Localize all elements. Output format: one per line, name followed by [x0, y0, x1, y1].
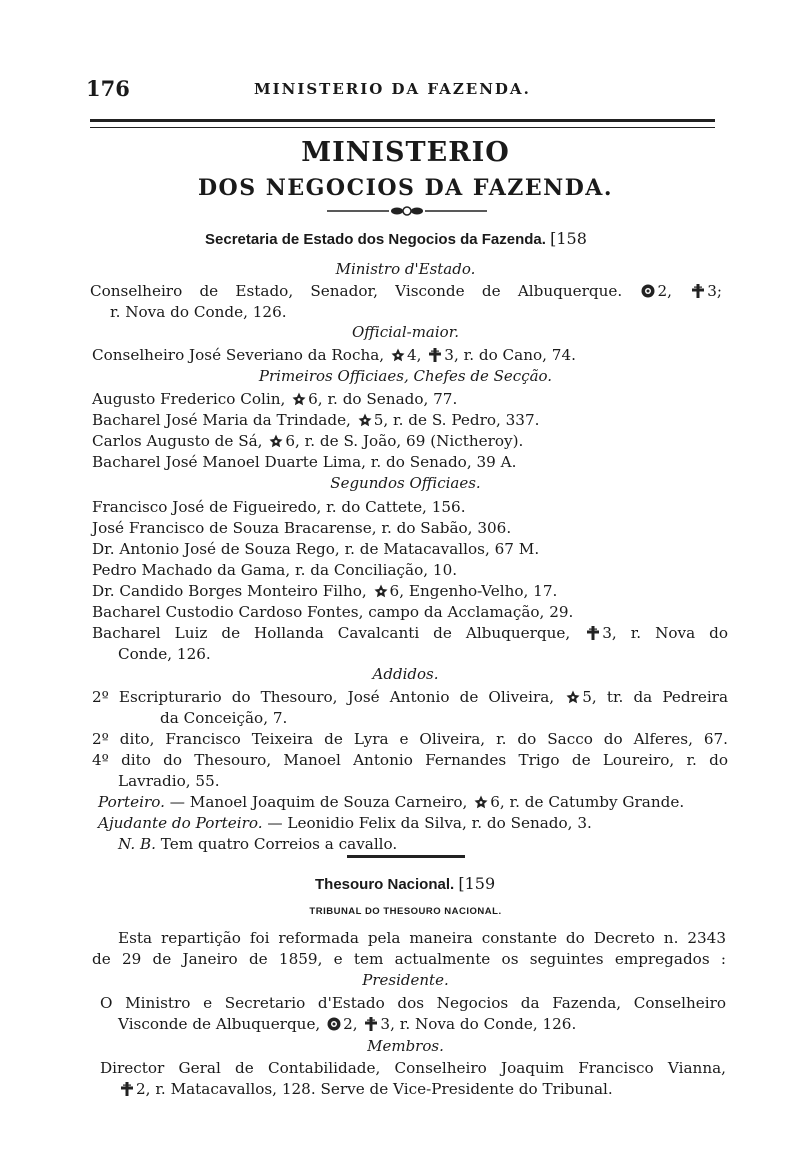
sub-heading: DOS NEGOCIOS DA FAZENDA.	[197, 175, 614, 201]
paragraph-intro-cont: de 29 de Janeiro de 1859, e tem actualmente os seguintes empregados :	[92, 950, 726, 968]
entry-label: Ajudante do Porteiro.	[98, 814, 263, 832]
entry-addido	[92, 687, 728, 707]
entry-ministro-cont: r. Nova do Conde, 126.	[110, 303, 287, 321]
entry-membro: Director Geral de Contabilidade, Conselheiro Joaquim Francisco Vianna,	[100, 1059, 726, 1077]
entry-segundo: José Francisco de Souza Bracarense, r. do Sabão, 306.	[92, 519, 512, 537]
entry-text: 2º Escripturario do Thesouro, José Antonio de Oliveira,	[92, 688, 555, 706]
entry-primeiro	[92, 431, 728, 451]
cross-order-icon	[363, 1016, 379, 1032]
entry-text: 2,	[343, 1015, 358, 1033]
entry-nota	[118, 834, 754, 854]
entry-text: 3;	[707, 282, 723, 300]
entry-text: 3, r. do Cano, 74.	[444, 346, 576, 364]
entry-segundo: Pedro Machado da Gama, r. da Conciliação, 10.	[92, 561, 458, 579]
entry-text: — Manoel Joaquim de Souza Carneiro,	[169, 793, 468, 811]
entry-segundo: Francisco José de Figueiredo, r. do Cattete, 156.	[92, 498, 466, 516]
entry-text: 2, r. Matacavallos, 128. Serve de Vice-Presidente do Tribunal.	[136, 1080, 613, 1098]
entry-segundo	[92, 581, 728, 601]
entry-primeiro: Bacharel José Manoel Duarte Lima, r. do Senado, 39 A.	[92, 453, 517, 471]
entry-primeiro	[92, 410, 728, 430]
main-heading: MINISTERIO	[301, 137, 510, 168]
rose-order-icon	[326, 1016, 342, 1032]
entry-text: 5, tr. da Pedreira	[582, 688, 729, 706]
entry-text: 3, r. Nova do	[602, 624, 729, 642]
entry-text: — Leonidio Felix da Silva, r. do Senado, 3.	[267, 814, 592, 832]
cross-order-icon	[690, 283, 706, 299]
entry-ajudante	[98, 813, 734, 833]
header-rule	[90, 119, 715, 128]
star-order-icon	[565, 689, 581, 705]
section-title: Thesouro Nacional.	[315, 876, 455, 893]
entry-text: Bacharel José Maria da Trindade,	[92, 411, 351, 429]
star-order-icon	[357, 412, 373, 428]
entry-addido-cont: Lavradio, 55.	[118, 772, 220, 790]
entry-text: Conselheiro de Estado, Senador, Visconde de Albuquerque.	[90, 282, 623, 300]
entry-text: 6, r. de S. João, 69 (Nictheroy).	[285, 432, 524, 450]
entry-primeiro	[92, 389, 728, 409]
rose-order-icon	[640, 283, 656, 299]
entry-text: Bacharel Luiz de Hollanda Cavalcanti de Albuquerque,	[92, 624, 571, 642]
subhead-primeiros: Primeiros Officiaes, Chefes de Secção.	[258, 367, 553, 385]
star-order-icon	[473, 794, 489, 810]
subhead-official: Official-maior.	[351, 323, 459, 341]
section-rule	[347, 855, 465, 858]
entry-addido: 4º dito do Thesouro, Manoel Antonio Fernandes Trigo de Loureiro, r. do	[92, 751, 728, 769]
entry-addido-cont: da Conceição, 7.	[160, 709, 288, 727]
entry-label: Porteiro.	[98, 793, 165, 811]
entry-text: 2,	[657, 282, 672, 300]
entry-text: 5, r. de S. Pedro, 337.	[373, 411, 540, 429]
entry-presidente: O Ministro e Secretario d'Estado dos Negocios da Fazenda, Conselheiro	[100, 994, 726, 1012]
ornament-divider	[327, 206, 487, 216]
cross-order-icon	[427, 347, 443, 363]
entry-text: 4,	[406, 346, 422, 364]
entry-text: Conselheiro José Severiano da Rocha,	[92, 346, 385, 364]
entry-text: Visconde de Albuquerque,	[118, 1015, 321, 1033]
section-ref: [158	[550, 229, 587, 248]
cross-order-icon	[585, 625, 601, 641]
star-order-icon	[390, 347, 406, 363]
star-order-icon	[373, 583, 389, 599]
entry-official	[92, 345, 728, 365]
entry-porteiro	[98, 792, 734, 812]
cross-order-icon	[119, 1081, 135, 1097]
subhead-presidente: Presidente.	[362, 971, 449, 989]
entry-label: N. B.	[118, 835, 156, 853]
subhead-tribunal: TRIBUNAL DO THESOURO NACIONAL.	[309, 906, 502, 917]
entry-segundo	[92, 623, 728, 643]
entry-text: Carlos Augusto de Sá,	[92, 432, 263, 450]
running-head	[86, 76, 726, 102]
section-thesouro	[315, 874, 495, 893]
subhead-ministro: Ministro d'Estado.	[335, 260, 476, 278]
entry-text: Tem quatro Correios a cavallo.	[160, 835, 398, 853]
entry-addido: 2º dito, Francisco Teixeira de Lyra e Oliveira, r. do Sacco do Alferes, 67.	[92, 730, 728, 748]
entry-text: 3, r. Nova do Conde, 126.	[380, 1015, 577, 1033]
entry-segundo-cont: Conde, 126.	[118, 645, 211, 663]
entry-ministro	[90, 281, 722, 301]
section-title: Secretaria de Estado dos Negocios da Fazenda.	[205, 231, 546, 248]
entry-membro-cont	[118, 1079, 754, 1099]
page-number: 176	[86, 76, 130, 101]
subhead-addidos: Addidos.	[372, 665, 439, 683]
entry-text: Dr. Candido Borges Monteiro Filho,	[92, 582, 367, 600]
entry-text: Augusto Frederico Colin,	[92, 390, 286, 408]
section-ref: [159	[458, 874, 496, 893]
entry-text: 6, Engenho-Velho, 17.	[389, 582, 558, 600]
entry-segundo: Dr. Antonio José de Souza Rego, r. de Matacavallos, 67 M.	[92, 540, 540, 558]
entry-text: 6, r. do Senado, 77.	[308, 390, 458, 408]
star-order-icon	[268, 433, 284, 449]
entry-text: 6, r. de Catumby Grande.	[490, 793, 685, 811]
subhead-membros: Membros.	[367, 1037, 444, 1055]
section-secretaria	[205, 229, 587, 248]
running-title: MINISTERIO DA FAZENDA.	[254, 80, 531, 98]
subhead-segundos: Segundos Officiaes.	[330, 474, 481, 492]
star-order-icon	[291, 391, 307, 407]
paragraph-intro: Esta repartição foi reformada pela maneira constante do Decreto n. 2343	[118, 929, 726, 947]
entry-segundo: Bacharel Custodio Cardoso Fontes, campo da Acclamação, 29.	[92, 603, 574, 621]
entry-presidente-cont	[118, 1014, 754, 1034]
